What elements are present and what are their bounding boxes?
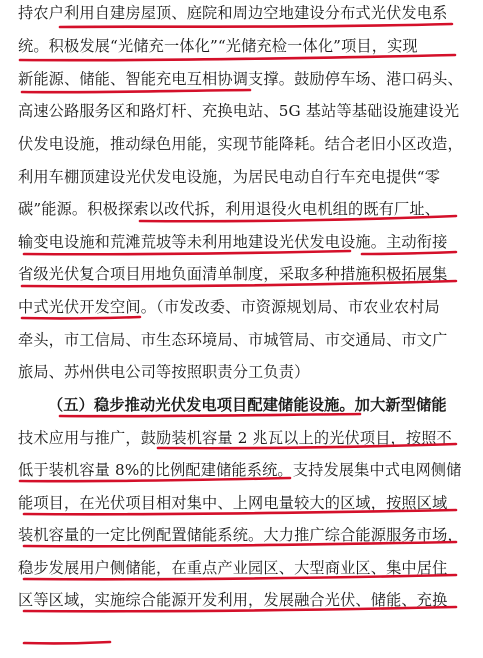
text-line-5: 伏发电设施，推动绿色用能，实现节能降耗。结合老旧小区改造， [18,135,463,153]
text-line-11: 牵头，市工信局、市生态环境局、市城管局、市交通局、市文广 [18,331,448,349]
text-line-6: 利用车棚顶建设光伏发电设施，为居民电动自行车充电提供“零 [18,168,441,186]
text-line-2: 统。积极发展“光储充一体化”“光储充检一体化”项目，实现 [18,37,418,55]
section-heading-line: （五）稳步推动光伏发电项目配建储能设施。加大新型储能 [48,396,447,414]
underline-16 [24,642,110,643]
text-line-9: 省级光伏复合项目用地负面清单制度，采取多种措施积极拓展集 [18,265,448,283]
text-line-16: 能项目，在光伏项目相对集中、上网电量较大的区域，按照区域 [18,494,448,512]
text-line-3: 新能源、储能、智能充电互相协调支撑。鼓励停车场、港口码头、 [18,70,463,88]
text-line-19: 区等区域，实施综合能源开发利用，发展融合光伏、储能、充换 [18,591,448,609]
text-line-1: 持农户利用自建房屋顶、庭院和周边空地建设分布式光伏发电系 [18,4,448,22]
text-line-8: 输变电设施和荒滩荒坡等未利用地建设光伏发电设施。主动衔接 [18,233,448,251]
underline-1 [60,24,452,27]
text-line-12: 旅局、苏州供电公司等按照职责分工负责） [18,363,310,381]
text-line-18: 稳步发展用户侧储能，在重点产业园区、大型商业区、集中居住 [18,559,448,577]
text-line-17: 装机容量的一定比例配置储能系统。大力推广综合能源服务市场， [18,526,463,544]
text-line-10: 中式光伏开发空间。（市发改委、市资源规划局、市农业农村局 [18,298,440,316]
text-line-7: 碳”能源。积极探索以改代拆，利用退役火电机组的既有厂址、 [18,200,441,218]
underline-3 [22,90,250,92]
text-line-4: 高速公路服务区和路灯杆、充换电站、5G 基站等基础设施建设光 [18,102,460,120]
text-line-14: 技术应用与推广，鼓励装机容量 2 兆瓦以上的光伏项目，按照不 [18,429,452,447]
text-line-15: 低于装机容量 8%的比例配建储能系统。支持发展集中式电网侧储 [18,461,462,479]
